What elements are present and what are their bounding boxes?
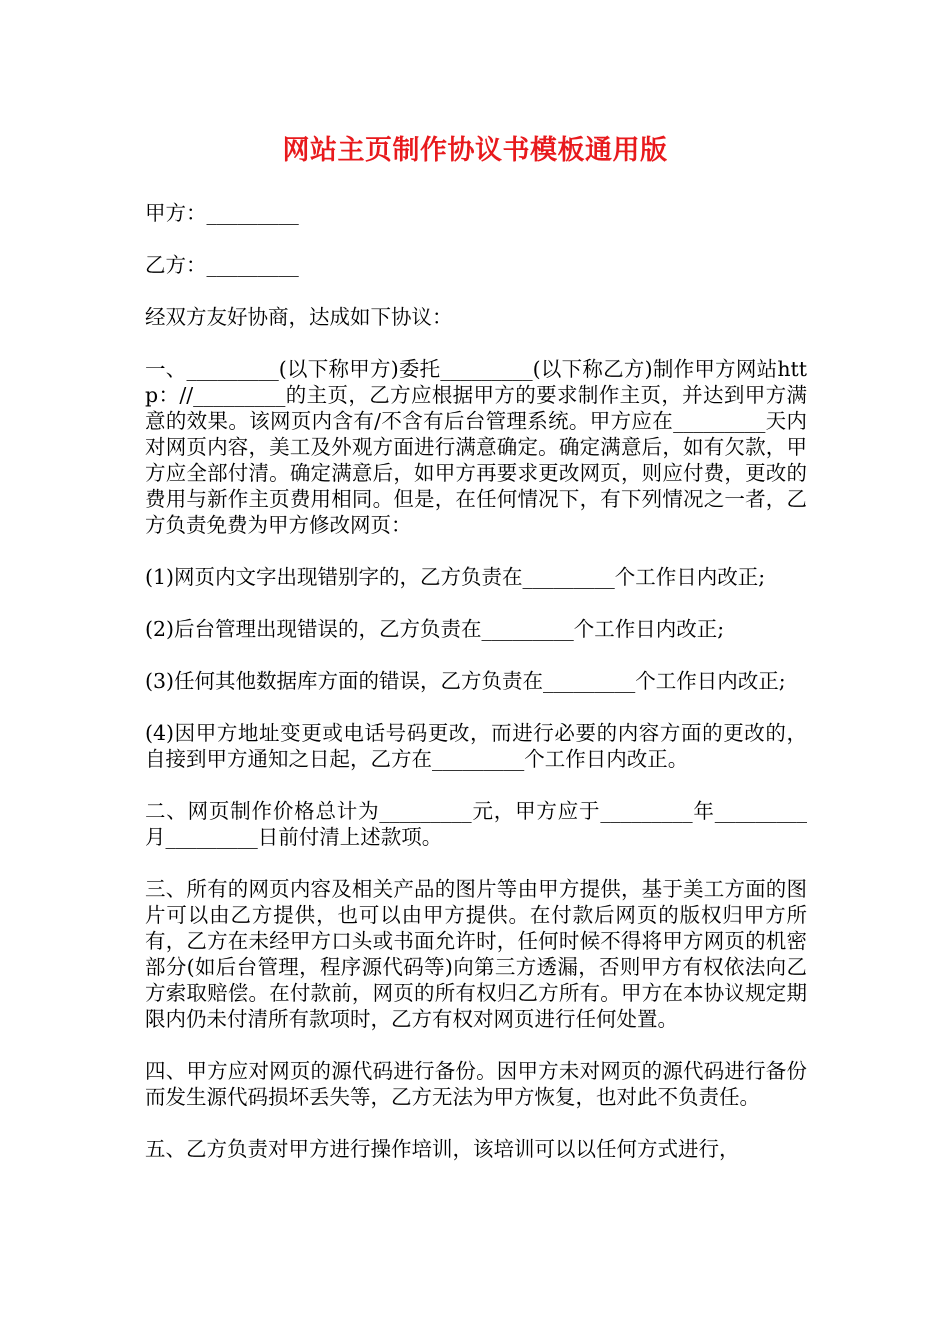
clause-1-item-4: (4)因甲方地址变更或电话号码更改，而进行必要的内容方面的更改的，自接到甲方通知之日起，乙方在_________个工作日内改正。	[145, 721, 807, 771]
clause-1-item-2: (2)后台管理出现错误的，乙方负责在_________个工作日内改正;	[145, 617, 725, 641]
clause-2: 二、网页制作价格总计为_________元，甲方应于_________年_________月_________日前付清上述款项。	[145, 799, 807, 849]
clause-3: 三、所有的网页内容及相关产品的图片等由甲方提供，基于美工方面的图片可以由乙方提供，也可以由甲方提供。在付款后网页的版权归甲方所有，乙方在未经甲方口头或书面允许时，任何时候不得将甲方网页的机密部分(如后台管理，程序源代码等)向第三方透漏，否则甲方有权依法向乙方索取赔偿。在付款前，网页的所有权归乙方所有。甲方在本协议规定期限内仍未付清所有款项时，乙方有权对网页进行任何处置。	[145, 877, 807, 1031]
clause-4: 四、甲方应对网页的源代码进行备份。因甲方未对网页的源代码进行备份而发生源代码损坏丢失等，乙方无法为甲方恢复，也对此不负责任。	[145, 1059, 807, 1109]
document-body	[145, 200, 807, 1188]
clause-1-item-3: (3)任何其他数据库方面的错误，乙方负责在_________个工作日内改正;	[145, 669, 786, 693]
clause-1-item-1: (1)网页内文字出现错别字的，乙方负责在_________个工作日内改正;	[145, 565, 766, 589]
party-a-line: 甲方：_________	[145, 201, 299, 225]
clause-5: 五、乙方负责对甲方进行操作培训，该培训可以以任何方式进行，	[145, 1137, 740, 1161]
agreement-intro: 经双方友好协商，达成如下协议：	[145, 305, 453, 329]
party-b-line: 乙方：_________	[145, 253, 299, 277]
clause-1: 一、_________(以下称甲方)委托_________(以下称乙方)制作甲方网站http：//_________的主页，乙方应根据甲方的要求制作主页，并达到甲方满意的效果。该网页内含有/不含有后台管理系统。甲方应在_________天内对网页内容，美工及外观方面进行满意确定。确定满意后，如有欠款，甲方应全部付清。确定满意后，如甲方再要求更改网页，则应付费，更改的费用与新作主页费用相同。但是，在任何情况下，有下列情况之一者，乙方负责免费为甲方修改网页：	[145, 357, 807, 537]
document-title: 网站主页制作协议书模板通用版	[282, 135, 668, 166]
